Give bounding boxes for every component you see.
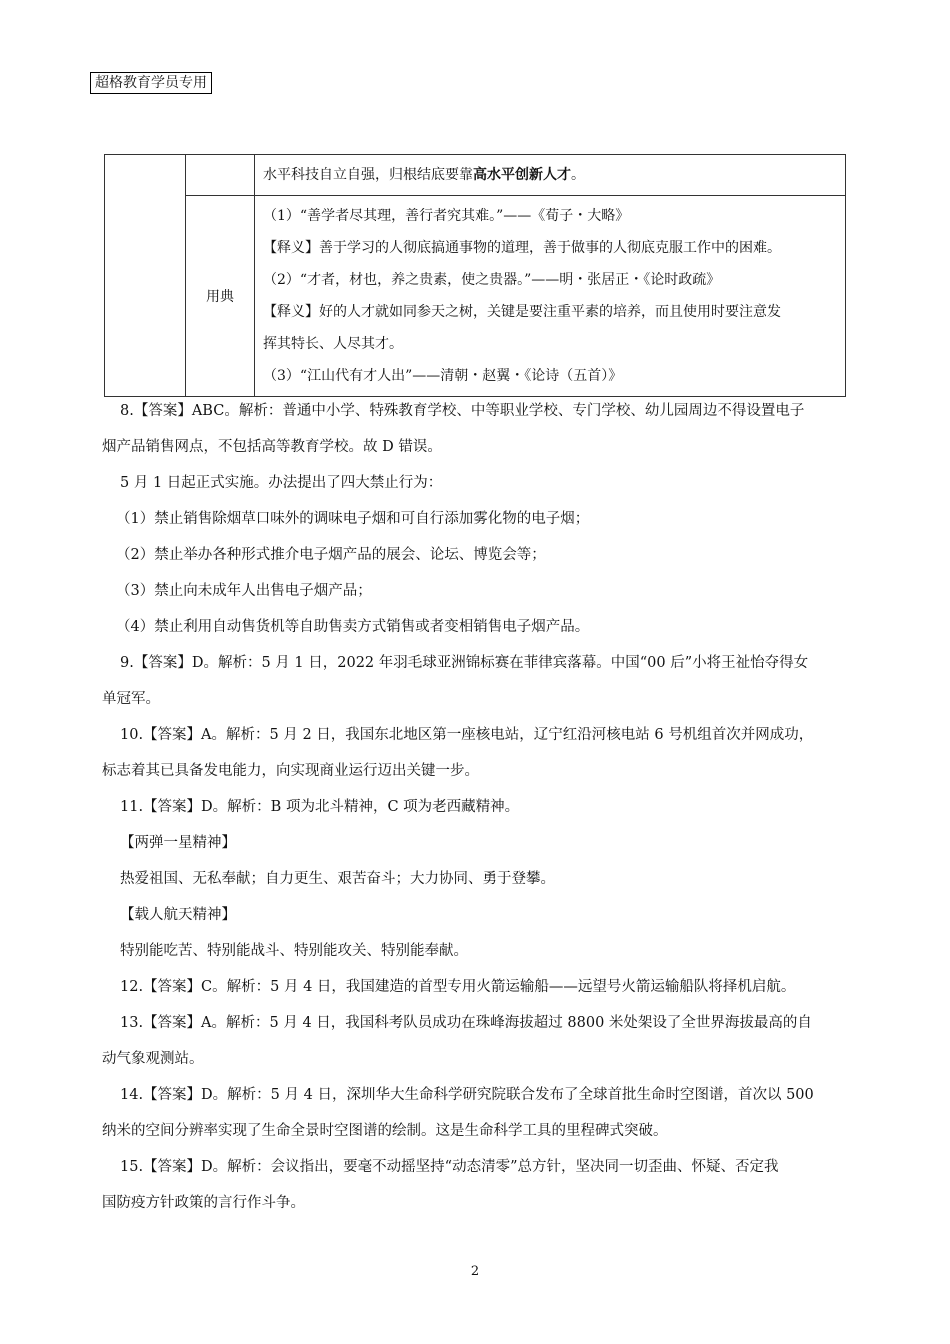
row-label: 用典 bbox=[186, 196, 255, 397]
body-line: 9.【答案】D。解析：5 月 1 日，2022 年羽毛球亚洲锦标赛在菲律宾落幕。中国“00 后”小将王祉怡夺得女 bbox=[120, 655, 809, 671]
body-line: 纳米的空间分辨率实现了生命全景时空图谱的绘制。这是生命科学工具的里程碑式突破。 bbox=[102, 1123, 668, 1139]
quote-line: （2）“才者，材也，养之贵素，使之贵器。”——明・张居正・《论时政疏》 bbox=[263, 272, 721, 288]
quote-line: 【释义】善于学习的人彻底搞通事物的道理，善于做事的人彻底克服工作中的困难。 bbox=[263, 240, 781, 256]
reference-table bbox=[104, 154, 846, 397]
answer-body bbox=[102, 393, 860, 1221]
body-line: （1）禁止销售除烟草口味外的调味电子烟和可自行添加雾化物的电子烟； bbox=[116, 511, 590, 527]
body-line: 热爱祖国、无私奉献；自力更生、艰苦奋斗；大力协同、勇于登攀。 bbox=[120, 871, 555, 887]
body-line: 动气象观测站。 bbox=[102, 1051, 204, 1067]
body-line: 15.【答案】D。解析：会议指出，要毫不动摇坚持“动态清零”总方针，坚决同一切歪曲、怀疑、否定我 bbox=[120, 1159, 779, 1175]
body-line: 11.【答案】D。解析：B 项为北斗精神，C 项为老西藏精神。 bbox=[120, 799, 520, 815]
table-cell-empty bbox=[186, 155, 255, 196]
body-line: 特别能吃苦、特别能战斗、特别能攻关、特别能奉献。 bbox=[120, 943, 468, 959]
body-line: 国防疫方针政策的言行作斗争。 bbox=[102, 1195, 305, 1211]
row1-text: 水平科技自立自强，归根结底要靠 bbox=[263, 167, 473, 183]
table-cell-text bbox=[255, 196, 846, 397]
body-line: 14.【答案】D。解析：5 月 4 日，深圳华大生命科学研究院联合发布了全球首批生命时空图谱，首次以 500 bbox=[120, 1087, 814, 1103]
body-line: （4）禁止利用自动售货机等自助售卖方式销售或者变相销售电子烟产品。 bbox=[116, 619, 590, 635]
body-line: 5 月 1 日起正式实施。办法提出了四大禁止行为： bbox=[120, 475, 443, 491]
body-line: 12.【答案】C。解析：5 月 4 日，我国建造的首型专用火箭运输船——远望号火箭运输船队将择机启航。 bbox=[120, 979, 796, 995]
quote-line: 【释义】好的人才就如同参天之树，关键是要注重平素的培养，而且使用时要注意发 bbox=[263, 304, 781, 320]
table-cell-text bbox=[255, 155, 846, 196]
table-row bbox=[105, 155, 846, 196]
body-line: 【载人航天精神】 bbox=[120, 907, 236, 923]
page-number: 2 bbox=[470, 1264, 480, 1279]
body-line: 烟产品销售网点，不包括高等教育学校。故 D 错误。 bbox=[102, 439, 442, 455]
row1-text-end: 。 bbox=[571, 167, 585, 183]
body-line: 【两弹一星精神】 bbox=[120, 835, 236, 851]
header-tag: 超格教育学员专用 bbox=[90, 72, 212, 94]
row1-bold-text: 高水平创新人才 bbox=[473, 167, 571, 183]
body-line: （3）禁止向未成年人出售电子烟产品； bbox=[116, 583, 372, 599]
body-line: 8.【答案】ABC。解析：普通中小学、特殊教育学校、中等职业学校、专门学校、幼儿园周边不得设置电子 bbox=[120, 403, 805, 419]
table-cell-empty bbox=[105, 155, 186, 397]
quote-line: （1）“善学者尽其理，善行者究其难。”——《荀子・大略》 bbox=[263, 208, 630, 224]
body-line: （2）禁止举办各种形式推介电子烟产品的展会、论坛、博览会等； bbox=[116, 547, 546, 563]
quote-line: 挥其特长、人尽其才。 bbox=[263, 336, 403, 352]
body-line: 单冠军。 bbox=[102, 691, 160, 707]
quote-line: （3）“江山代有才人出”——清朝・赵翼・《论诗（五首）》 bbox=[263, 368, 623, 384]
body-line: 13.【答案】A。解析：5 月 4 日，我国科考队员成功在珠峰海拔超过 8800 米处架设了全世界海拔最高的自 bbox=[120, 1015, 812, 1031]
table-row bbox=[105, 196, 846, 397]
body-line: 10.【答案】A。解析：5 月 2 日，我国东北地区第一座核电站，辽宁红沿河核电站 6 号机组首次并网成功， bbox=[120, 727, 814, 743]
body-line: 标志着其已具备发电能力，向实现商业运行迈出关键一步。 bbox=[102, 763, 479, 779]
